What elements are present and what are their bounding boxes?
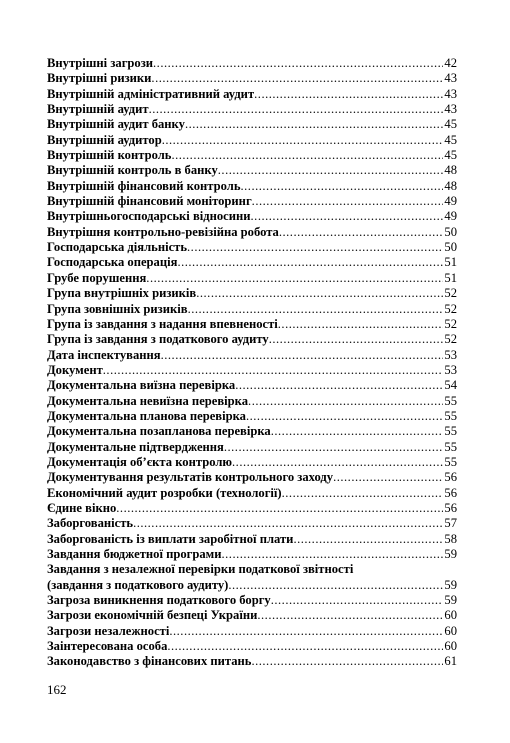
dot-leader <box>251 209 444 224</box>
index-entry <box>47 654 457 669</box>
dot-leader <box>133 516 443 531</box>
index-entry <box>47 194 457 209</box>
entry-title: Група зовнішніх ризиків <box>47 301 188 316</box>
entry-page: 54 <box>444 378 457 393</box>
entry-page: 56 <box>444 485 457 500</box>
index-entry <box>47 394 457 409</box>
entry-title: Документування результатів контрольного заходу <box>47 470 334 485</box>
dot-leader <box>169 624 443 639</box>
dot-leader <box>333 470 443 485</box>
entry-title: Внутрішній контроль <box>47 148 172 163</box>
dot-leader <box>222 547 444 562</box>
entry-page: 50 <box>444 240 457 255</box>
entry-title: Внутрішній фінансовий контроль <box>47 178 241 193</box>
dot-leader <box>146 271 443 286</box>
dot-leader <box>271 424 444 439</box>
entry-title: Документальна планова перевірка <box>47 408 246 423</box>
entry-page: 55 <box>444 439 457 454</box>
entry-page: 51 <box>444 255 457 270</box>
entry-title-continued: (завдання з податкового аудиту) <box>47 577 229 592</box>
dot-leader <box>248 394 443 409</box>
entry-page: 53 <box>444 347 457 362</box>
dot-leader <box>103 363 444 378</box>
index-entry <box>47 179 457 194</box>
dot-leader <box>278 317 444 332</box>
dot-leader <box>188 302 444 317</box>
entry-title: Загроза виникнення податкового боргу <box>47 593 271 608</box>
dot-leader <box>187 240 443 255</box>
page-number: 162 <box>47 682 67 697</box>
dot-leader <box>116 501 443 516</box>
entry-title: Документальна виїзна перевірка <box>47 378 236 393</box>
entry-title: Заборгованість <box>47 516 134 531</box>
index-entry <box>47 240 457 255</box>
index-entry <box>47 163 457 178</box>
entry-title: Внутрішній контроль в банку <box>47 163 218 178</box>
dot-leader <box>151 71 443 86</box>
dot-leader <box>241 179 444 194</box>
dot-leader <box>228 578 443 593</box>
entry-page: 57 <box>444 516 457 531</box>
entry-title: Грубе порушення <box>47 270 147 285</box>
entry-title: Законодавство з фінансових питань <box>47 654 252 669</box>
dot-leader <box>224 440 444 455</box>
dot-leader <box>153 56 443 71</box>
entry-page: 58 <box>444 531 457 546</box>
index-entry <box>47 87 457 102</box>
entry-title: Внутрішній адміністративний аудит <box>47 86 255 101</box>
entry-title: Група із завдання з надання впевненості <box>47 316 278 331</box>
entry-title: Господарська діяльність <box>47 240 188 255</box>
entry-title: Завдання з незалежної перевірки податкової звітності <box>47 562 354 577</box>
index-entry <box>47 363 457 378</box>
entry-title: Внутрішня контрольно-ревізійна робота <box>47 224 279 239</box>
dot-leader <box>171 148 443 163</box>
dot-leader <box>269 332 444 347</box>
index-entry <box>47 501 457 516</box>
index-entry <box>47 593 457 608</box>
entry-title: Документ <box>47 362 103 377</box>
index-entry <box>47 455 457 470</box>
entry-title: Внутрішні загрози <box>47 56 154 70</box>
entry-page: 49 <box>444 194 457 209</box>
entry-page: 45 <box>444 148 457 163</box>
dot-leader <box>167 639 443 654</box>
entry-page: 59 <box>444 547 457 561</box>
entry-title: Дата інспектування <box>47 347 161 362</box>
index-entry <box>47 117 457 132</box>
entry-title: Документальна невиїзна перевірка <box>47 393 249 408</box>
entry-page: 60 <box>444 639 457 654</box>
entry-title: Внутрішньогосподарські відносини <box>47 209 251 224</box>
index-entry <box>47 255 457 270</box>
dot-leader <box>161 348 444 363</box>
entry-page: 55 <box>444 424 457 439</box>
entry-page: 51 <box>444 270 457 285</box>
entry-page: 45 <box>444 117 457 132</box>
index-entry <box>47 470 457 485</box>
entry-title: Внутрішні ризики <box>47 71 152 86</box>
entry-title: Внутрішній аудит <box>47 102 149 117</box>
dot-leader <box>185 117 443 132</box>
index-entry <box>47 409 457 424</box>
entry-page: 60 <box>444 623 457 638</box>
entry-title: Загрози незалежності <box>47 623 170 638</box>
entry-page: 60 <box>444 608 457 623</box>
index-entry <box>47 225 457 240</box>
dot-leader <box>293 532 443 547</box>
index-entry <box>47 608 457 623</box>
entry-title: Документація об’єкта контролю <box>47 454 233 469</box>
index-entry <box>47 440 457 455</box>
index-entry <box>47 286 457 301</box>
index-entry <box>47 532 457 547</box>
index-entry-multiline-second <box>47 578 457 593</box>
dot-leader <box>232 455 443 470</box>
entry-title: Заборгованість із виплати заробітної плати <box>47 531 294 546</box>
entry-page: 48 <box>444 178 457 193</box>
entry-title: Внутрішній аудитор <box>47 132 162 147</box>
entry-page: 43 <box>444 102 457 117</box>
dot-leader <box>235 378 443 393</box>
dot-leader <box>282 486 444 501</box>
entry-title: Внутрішній аудит банку <box>47 117 185 132</box>
dot-leader <box>251 654 443 669</box>
entry-page: 59 <box>444 577 457 592</box>
entry-page: 42 <box>444 56 457 70</box>
entry-title: Документальна позапланова перевірка <box>47 424 271 439</box>
dot-leader <box>177 255 443 270</box>
entry-title: Група внутрішніх ризиків <box>47 286 197 301</box>
index-entry <box>47 639 457 654</box>
entry-title: Єдине вікно <box>47 500 117 515</box>
entry-title: Загрози економічній безпеці України <box>47 608 258 623</box>
entry-page: 43 <box>444 71 457 86</box>
entry-title: Група із завдання з податкового аудиту <box>47 332 269 347</box>
dot-leader <box>149 102 444 117</box>
index-entry <box>47 148 457 163</box>
index-entry <box>47 209 457 224</box>
entry-page: 45 <box>444 132 457 147</box>
entry-page: 50 <box>444 224 457 239</box>
entry-page: 55 <box>444 393 457 408</box>
index-entry <box>47 516 457 531</box>
dot-leader <box>254 87 443 102</box>
entry-page: 56 <box>444 470 457 485</box>
index-entry <box>47 302 457 317</box>
index-entry <box>47 317 457 332</box>
dot-leader <box>252 194 444 209</box>
dot-leader <box>196 286 443 301</box>
index-entry <box>47 624 457 639</box>
index-entry <box>47 332 457 347</box>
entry-page: 52 <box>444 316 457 331</box>
index-entry <box>47 378 457 393</box>
entry-page: 56 <box>444 500 457 515</box>
index-entry-multiline-first <box>47 562 457 577</box>
entry-page: 52 <box>444 332 457 347</box>
dot-leader <box>271 593 444 608</box>
entry-page: 52 <box>444 301 457 316</box>
index-entry <box>47 133 457 148</box>
index-entry <box>47 547 457 562</box>
subject-index <box>47 56 457 670</box>
index-entry <box>47 424 457 439</box>
entry-title: Документальне підтвердження <box>47 439 224 454</box>
entry-page: 49 <box>444 209 457 224</box>
entry-title: Внутрішній фінансовий моніторинг <box>47 194 252 209</box>
index-entry <box>47 348 457 363</box>
entry-title: Економічний аудит розробки (технології) <box>47 485 282 500</box>
dot-leader <box>218 163 444 178</box>
entry-page: 59 <box>444 593 457 608</box>
entry-title: Господарська операція <box>47 255 178 270</box>
index-entry <box>47 102 457 117</box>
index-entry <box>47 56 457 71</box>
entry-page: 53 <box>444 362 457 377</box>
dot-leader <box>246 409 443 424</box>
dot-leader <box>162 133 444 148</box>
index-entry <box>47 271 457 286</box>
entry-page: 48 <box>444 163 457 178</box>
entry-page: 52 <box>444 286 457 301</box>
entry-page: 61 <box>444 654 457 669</box>
entry-title: Завдання бюджетної програми <box>47 547 222 561</box>
entry-page: 55 <box>444 408 457 423</box>
index-entry <box>47 71 457 86</box>
entry-page: 43 <box>444 86 457 101</box>
dot-leader <box>257 608 443 623</box>
entry-page: 55 <box>444 454 457 469</box>
index-entry <box>47 486 457 501</box>
entry-title: Заінтересована особа <box>47 639 168 654</box>
dot-leader <box>279 225 444 240</box>
